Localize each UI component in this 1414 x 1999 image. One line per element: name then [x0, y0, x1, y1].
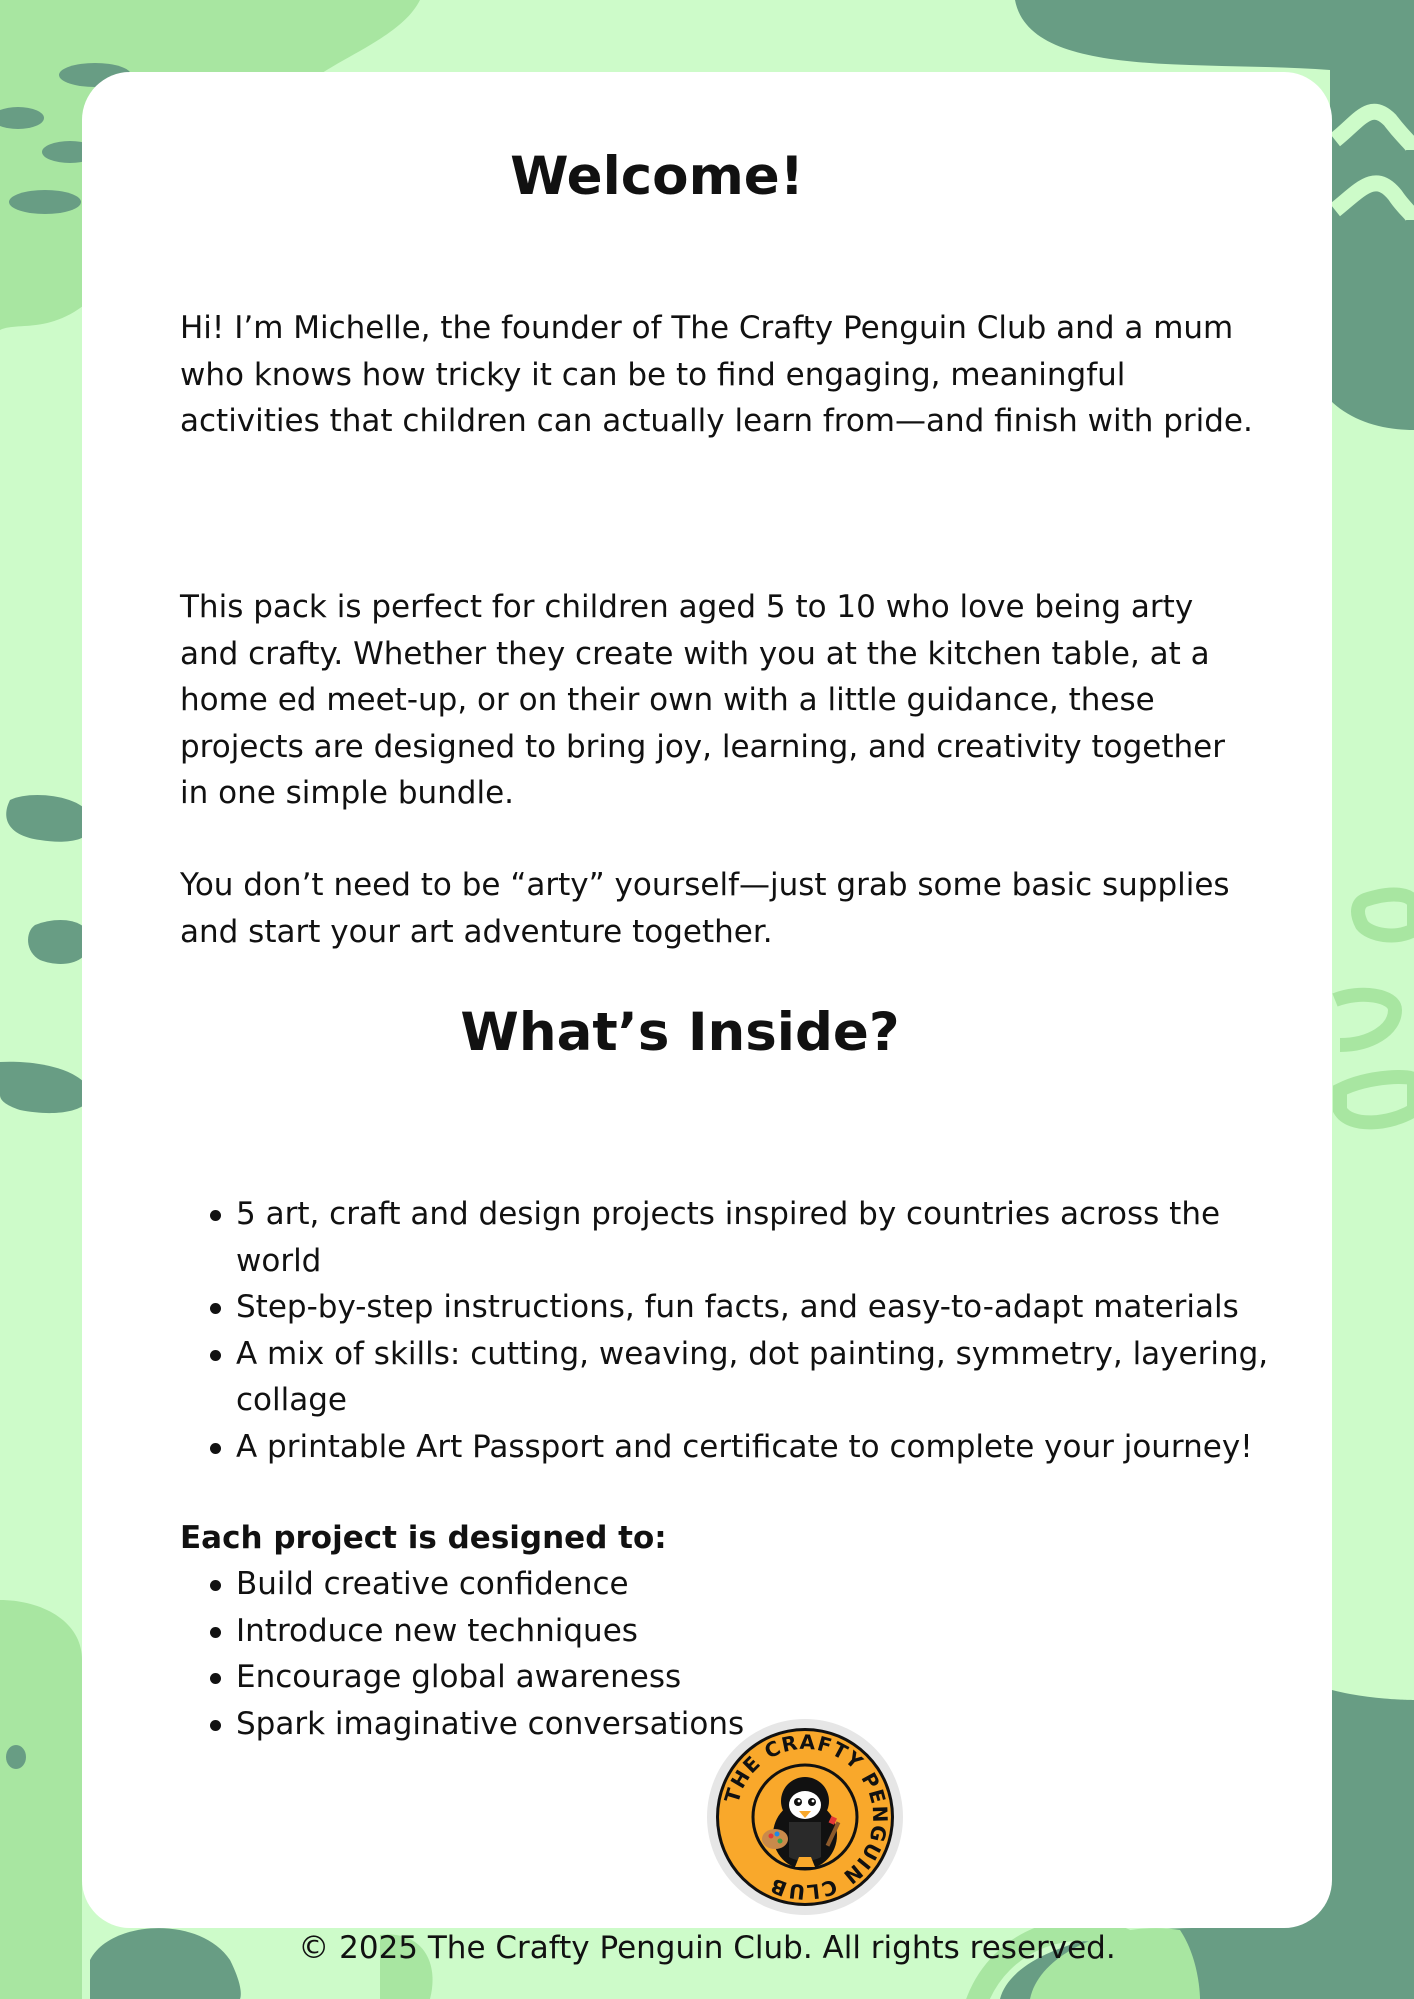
intro-paragraph: Hi! I’m Michelle, the founder of The Crafty Penguin Club and a mum who knows how tricky it can be to find engaging, meaningful activities that children can actually learn from—and finish with pride. — [180, 310, 1253, 439]
list-item: Spark imaginative conversations — [180, 1701, 1280, 1748]
audience-paragraph: This pack is perfect for children aged 5 to 10 who love being arty and crafty. Whether they create with you at the kitchen table, at a home ed meet-up, or on their own with a little guidance, these projects are designed to bring joy, learning, and creativity together in one simple bundle. — [180, 589, 1225, 811]
whats-inside-list — [180, 1191, 1280, 1470]
list-item: A printable Art Passport and certificate to complete your journey! — [180, 1424, 1306, 1471]
list-item: Introduce new techniques — [180, 1608, 1280, 1655]
designed-to-label: Each project is designed to: — [180, 1520, 667, 1556]
list-item: A mix of skills: cutting, weaving, dot painting, symmetry, layering, collage — [180, 1331, 1306, 1424]
copyright-footer: © 2025 The Crafty Penguin Club. All rights reserved. — [298, 1930, 1116, 1966]
list-item: 5 art, craft and design projects inspired by countries across the world — [180, 1191, 1306, 1284]
crafty-penguin-club-logo — [705, 1717, 905, 1917]
welcome-heading: Welcome! — [510, 146, 804, 207]
logo-text: THE CRAFTY PENGUIN CLUB — [719, 1729, 893, 1905]
list-item: Encourage global awareness — [180, 1654, 1280, 1701]
list-item: Step-by-step instructions, fun facts, and easy-to-adapt materials — [180, 1284, 1306, 1331]
whats-inside-heading: What’s Inside? — [460, 1002, 900, 1063]
encouragement-paragraph: You don’t need to be “arty” yourself—just grab some basic supplies and start your art adventure together. — [180, 867, 1230, 950]
content-card — [82, 72, 1332, 1928]
list-item: Build creative confidence — [180, 1561, 1280, 1608]
